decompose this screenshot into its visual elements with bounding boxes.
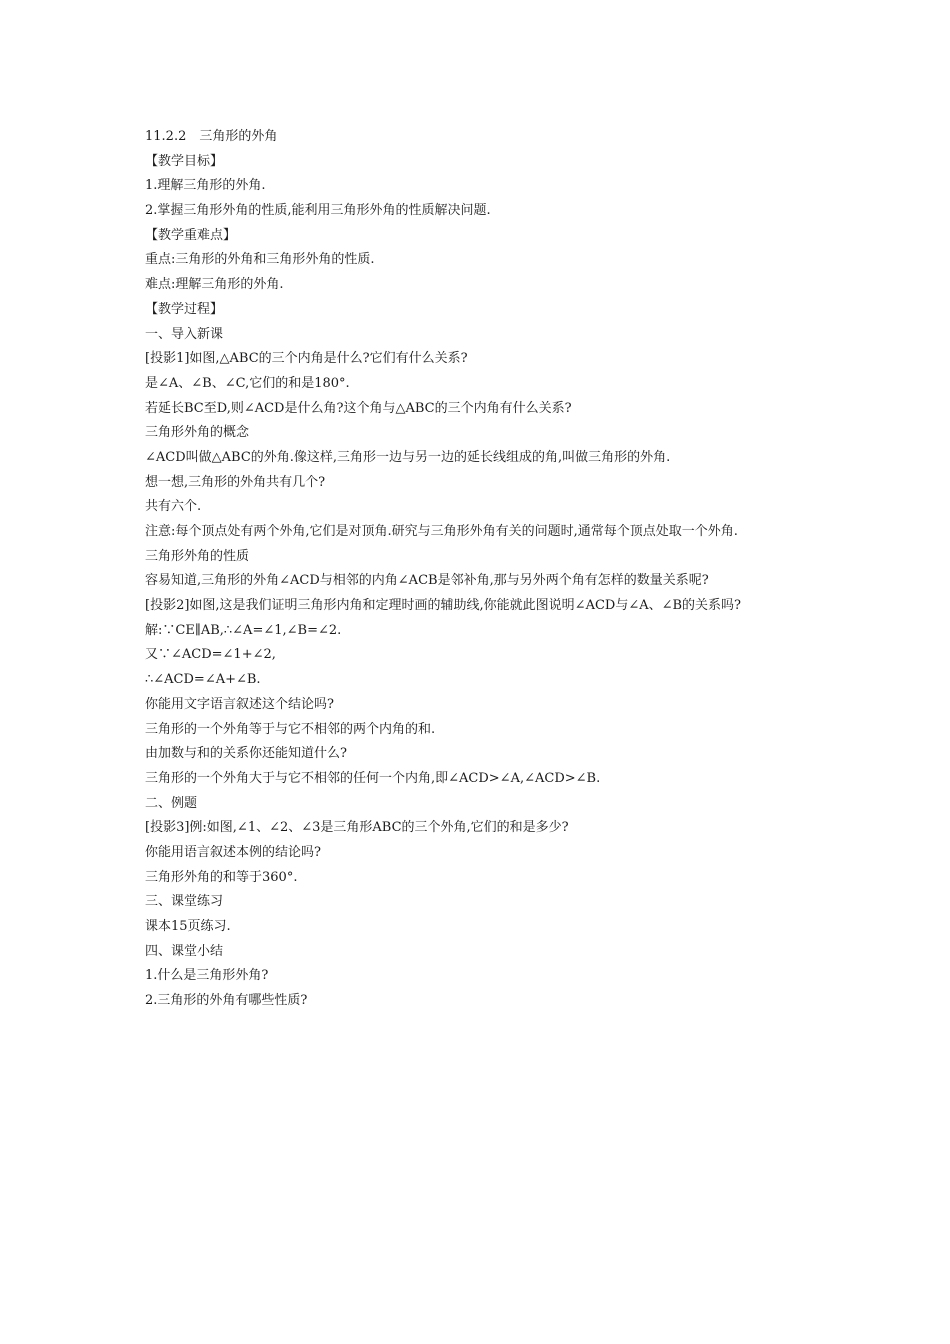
section-title: 11.2.2 三角形的外角 xyxy=(145,129,278,144)
text-line: 容易知道,三角形的外角∠ACD与相邻的内角∠ACB是邻补角,那与另外两个角有怎样的数量关系呢? xyxy=(145,573,709,589)
text-line: 2.三角形的外角有哪些性质? xyxy=(145,993,308,1009)
document-body xyxy=(145,125,825,1014)
text-line: 三角形的一个外角等于与它不相邻的两个内角的和. xyxy=(145,721,436,737)
text-line: 共有六个. xyxy=(145,499,202,515)
text-line: 注意:每个顶点处有两个外角,它们是对顶角.研究与三角形外角有关的问题时,通常每个顶点处取一个外角. xyxy=(145,524,738,539)
text-line: ∠ACD叫做△ABC的外角.像这样,三角形一边与另一边的延长线组成的角,叫做三角形的外角. xyxy=(145,449,671,465)
heading-teaching-goals: 【教学目标】 xyxy=(145,153,224,169)
text-line: 课本15页练习. xyxy=(145,919,231,934)
heading-key-points: 【教学重难点】 xyxy=(145,227,237,243)
proof-line: ∴∠ACD=∠A+∠B. xyxy=(145,672,261,688)
text-line: [投影2]如图,这是我们证明三角形内角和定理时画的辅助线,你能就此图说明∠ACD与∠A、∠B的关系吗? xyxy=(145,598,742,614)
text-line: 是∠A、∠B、∠C,它们的和是180°. xyxy=(145,375,350,391)
text-line: 若延长BC至D,则∠ACD是什么角?这个角与△ABC的三个内角有什么关系? xyxy=(145,400,572,416)
subheading-example: 二、例题 xyxy=(145,795,198,811)
subheading-concept: 三角形外角的概念 xyxy=(145,425,250,441)
text-line: 由加数与和的关系你还能知道什么? xyxy=(145,746,347,762)
text-line: 1.理解三角形的外角. xyxy=(145,178,266,194)
text-line: 三角形的一个外角大于与它不相邻的任何一个内角,即∠ACD>∠A,∠ACD>∠B. xyxy=(145,770,601,786)
text-line: 难点:理解三角形的外角. xyxy=(145,277,284,293)
subheading-intro: 一、导入新课 xyxy=(145,326,224,342)
text-line: [投影3]例:如图,∠1、∠2、∠3是三角形ABC的三个外角,它们的和是多少? xyxy=(145,820,569,836)
proof-line: 又∵∠ACD=∠1+∠2, xyxy=(145,647,276,663)
heading-teaching-process: 【教学过程】 xyxy=(145,301,224,317)
text-line: 你能用文字语言叙述这个结论吗? xyxy=(145,696,334,712)
subheading-practice: 三、课堂练习 xyxy=(145,894,224,910)
subheading-property: 三角形外角的性质 xyxy=(145,548,250,564)
text-line: 重点:三角形的外角和三角形外角的性质. xyxy=(145,252,375,268)
text-line: 想一想,三角形的外角共有几个? xyxy=(145,474,326,490)
text-line: 2.掌握三角形外角的性质,能利用三角形外角的性质解决问题. xyxy=(145,203,491,219)
text-line: 你能用语言叙述本例的结论吗? xyxy=(145,844,321,860)
text-line: 1.什么是三角形外角? xyxy=(145,968,269,984)
text-line: [投影1]如图,△ABC的三个内角是什么?它们有什么关系? xyxy=(145,351,468,367)
subheading-summary: 四、课堂小结 xyxy=(145,943,224,959)
text-line: 三角形外角的和等于360°. xyxy=(145,869,298,885)
proof-line: 解:∵CE∥AB,∴∠A=∠1,∠B=∠2. xyxy=(145,622,342,638)
